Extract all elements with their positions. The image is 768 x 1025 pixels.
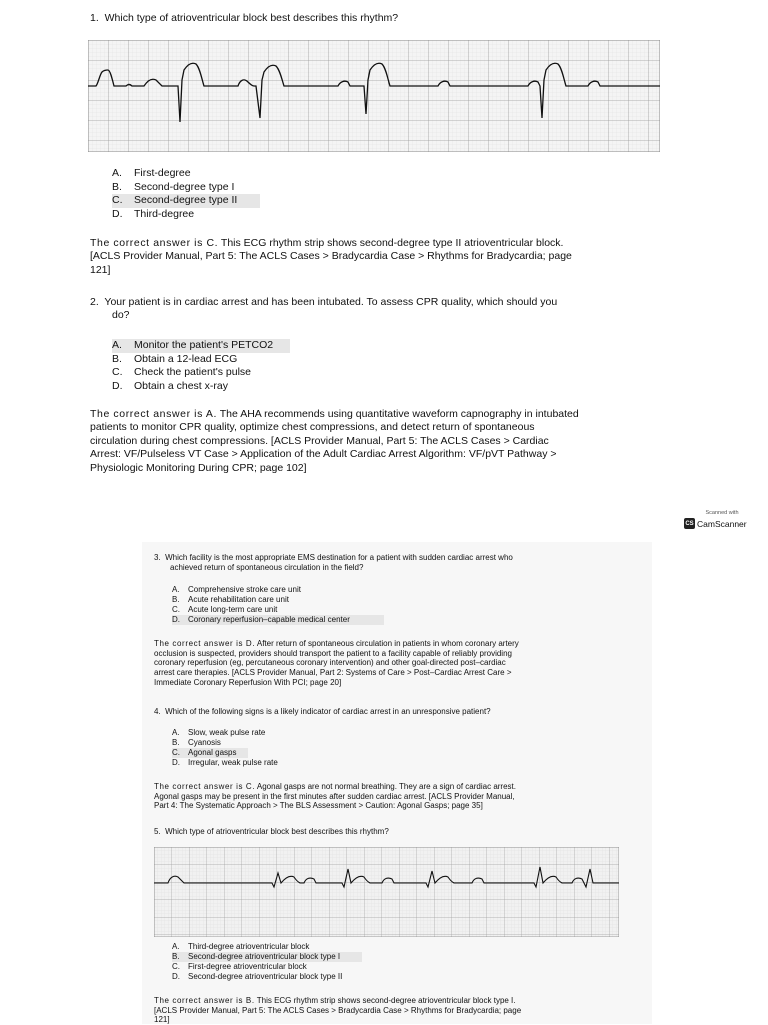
camscanner-logo-icon: CS [684,518,695,529]
option-b[interactable]: B. Cyanosis [172,738,221,747]
answer-explanation-5: The correct answer is B. This ECG rhythm strip shows second-degree atrioventricular block type I. [ACLS Provider Manual, Part 5: The ACLS Cases > Bradycardia Case > Rhythms for Bradycardia; page 121] [154,996,522,1025]
question-text: Which type of atrioventricular block best describes this rhythm? [104,12,399,24]
option-d[interactable]: D. Irregular, weak pulse rate [172,758,278,767]
question-4: 4. Which of the following signs is a likely indicator of cardiac arrest in an unresponsive patient? [154,707,491,716]
question-number: 2. [90,296,99,308]
option-b[interactable]: B. Second-degree type I [112,180,235,193]
option-a[interactable]: A. Third-degree atrioventricular block [172,942,310,951]
option-d[interactable]: D. Obtain a chest x-ray [112,379,228,392]
answer-explanation-2: The correct answer is A. The AHA recommends using quantitative waveform capnography in intubated patients to monitor CPR quality, optimize chest compressions, and detect return of spontaneous circulation during chest compressions. [ACLS Provider Manual, Part 5: The ACLS Cases > Cardiac Arrest: VF/Pulseless VT Case > Application of the Adult Cardiac Arrest Algorithm: VF/pVT Pathway > Physiologic Monitoring During CPR; page 102] [90,408,579,474]
option-d[interactable]: D. Coronary reperfusion–capable medical center [172,615,384,625]
page-1 [0,0,768,510]
option-b[interactable]: B. Obtain a 12-lead ECG [112,352,238,365]
q3-options [172,585,384,625]
question-3: 3. Which facility is the most appropriate EMS destination for a patient with sudden cardiac arrest who achieved return of spontaneous circulation in the field? [154,553,513,572]
option-c[interactable]: C. Check the patient's pulse [112,366,251,378]
option-d[interactable]: D. Second-degree atrioventricular block type II [172,972,343,981]
option-c[interactable]: C. Agonal gasps [172,748,248,758]
option-c[interactable]: C. First-degree atrioventricular block [172,962,307,971]
page-2 [142,542,652,1024]
question-number: 1. [90,12,99,24]
q2-options [112,339,290,393]
option-a[interactable]: A. Comprehensive stroke care unit [172,585,301,594]
answer-explanation-4: The correct answer is C. Agonal gasps are not normal breathing. They are a sign of cardiac arrest. Agonal gasps may be present in the first minutes after sudden cardiac arrest. [ACLS Provider Manual, Part 4: The Systematic Approach > The BLS Assessment > Caution: Agonal Gasps; page 35] [154,782,516,811]
question-2: 2. Your patient is in cardiac arrest and has been intubated. To assess CPR quality, which should you do? [90,296,558,321]
q5-options [172,942,362,982]
option-a[interactable]: A. Slow, weak pulse rate [172,728,266,737]
option-c[interactable]: C. Second-degree type II [112,194,260,208]
answer-explanation-1: The correct answer is C. This ECG rhythm strip shows second-degree type II atrioventricular block. [ACLS Provider Manual, Part 5: The ACLS Cases > Bradycardia Case > Rhythms for Bradycardia; page 121] [90,237,572,276]
camscanner-watermark: Scanned with CS CamScanner [685,510,747,529]
ecg-strip-1 [88,40,660,152]
question-5: 5. Which type of atrioventricular block best describes this rhythm? [154,827,389,836]
q1-options [112,167,260,221]
option-a[interactable]: A. Monitor the patient's PETCO2 [112,339,290,353]
option-a[interactable]: A. First-degree [112,167,191,179]
answer-explanation-3: The correct answer is D. After return of spontaneous circulation in patients in whom coronary artery occlusion is suspected, providers should transport the patient to a facility capable of reliably providing coronary reperfusion (eg, percutaneous coronary intervention) and other goal-directed post–cardiac arrest care therapies. [ACLS Provider Manual, Part 2: Systems of Care > Post–Cardiac Arrest Care > Immediate Coronary Reperfusion With PCI; page 20] [154,639,519,687]
option-c[interactable]: C. Acute long-term care unit [172,605,278,614]
question-1 [90,12,398,25]
option-d[interactable]: D. Third-degree [112,207,195,220]
option-b[interactable]: B. Second-degree atrioventricular block type I [172,952,362,962]
q4-options [172,728,278,768]
option-b[interactable]: B. Acute rehabilitation care unit [172,595,289,604]
ecg-strip-5 [154,847,619,937]
